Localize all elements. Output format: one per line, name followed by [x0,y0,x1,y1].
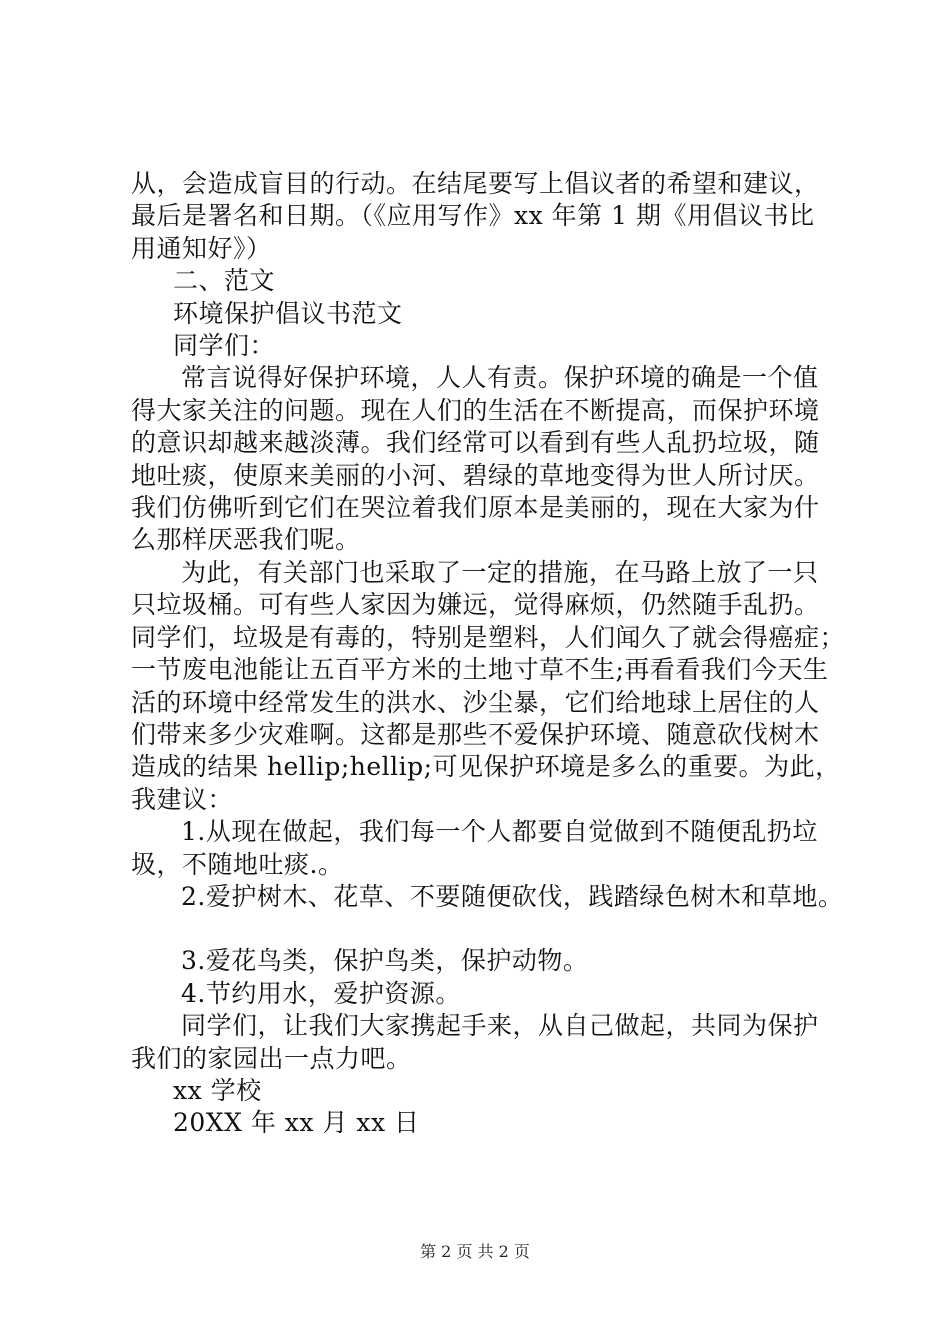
salutation: 同学们： [173,331,276,361]
list-item: 4.节约用水，爱护资源。 [181,978,461,1008]
paragraph-line: 常言说得好保护环境，人人有责。保护环境的确是一个值 [181,363,819,393]
paragraph-line: 们带来多少灾难啊。这都是那些不爱保护环境、随意砍伐树木 [131,719,820,749]
list-item-continuation: 圾，不随地吐痰.。 [131,849,344,879]
paragraph-line: 活的环境中经常发生的洪水、沙尘暴，它们给地球上居住的人 [131,687,820,717]
paragraph-line: 得大家关注的问题。现在人们的生活在不断提高，而保护环境 [131,395,820,425]
paragraph-line: 我建议： [131,784,234,814]
paragraph-line: 一节废电池能让五百平方米的土地寸草不生;再看看我们今天生 [131,655,829,685]
text-line: 从，会造成盲目的行动。在结尾要写上倡议者的希望和建议， [131,169,820,198]
page-footer: 第 2 页 共 2 页 [420,1242,530,1261]
list-item: 2.爱护树木、花草、不要随便砍伐，践踏绿色树木和草地。 [181,881,844,911]
document-body [131,168,846,1140]
paragraph-line: 同学们，垃圾是有毒的，特别是塑料，人们闻久了就会得癌症； [131,622,846,652]
paragraph-line: 么那样厌恶我们呢。 [131,525,361,555]
paragraph-line: 造成的结果 hellip;hellip;可见保护环境是多么的重要。为此， [131,752,841,782]
paragraph-line: 我们仿佛听到它们在哭泣着我们原本是美丽的，现在大家为什 [131,493,820,523]
list-item: 3.爱花鸟类，保护鸟类，保护动物。 [181,946,589,976]
closing-line: 同学们，让我们大家携起手来，从自己做起，共同为保护 [181,1011,819,1041]
list-item: 1.从现在做起，我们每一个人都要自觉做到不随便乱扔垃 [181,817,818,847]
section-heading: 二、范文 [173,266,276,296]
blank-line [131,913,831,945]
paragraph-line: 的意识却越来越淡薄。我们经常可以看到有些人乱扔垃圾，随 [131,428,820,458]
closing-line: 我们的家园出一点力吧。 [131,1043,412,1073]
signature: xx 学校 [173,1075,262,1105]
text-line: 用通知好》） [131,233,272,263]
text-line: 最后是署名和日期。（《应用写作》xx 年第 1 期《用倡议书比 [131,201,815,231]
article-title: 环境保护倡议书范文 [173,298,403,328]
paragraph-line: 为此，有关部门也采取了一定的措施，在马路上放了一只 [181,557,819,587]
date: 20XX 年 xx 月 xx 日 [173,1108,420,1138]
paragraph-line: 只垃圾桶。可有些人家因为嫌远，觉得麻烦，仍然随手乱扔。 [131,590,820,620]
paragraph-line: 地吐痰，使原来美丽的小河、碧绿的草地变得为世人所讨厌。 [131,460,820,490]
